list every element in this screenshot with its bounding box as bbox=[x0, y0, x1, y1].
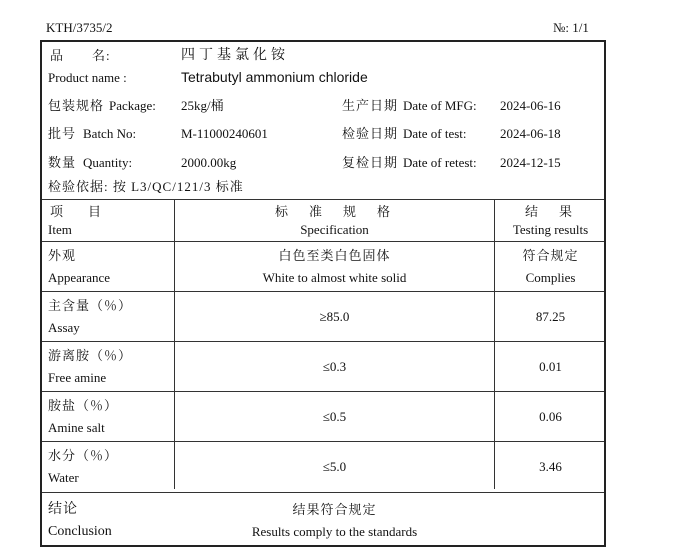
row-free-amine-item-en: Free amine bbox=[48, 370, 107, 385]
row-assay-result: 87.25 bbox=[535, 309, 566, 324]
column-header-result-en: Testing results bbox=[512, 222, 589, 237]
row-appearance-item-cn: 外观 bbox=[48, 248, 77, 263]
mfg-date-value: 2024-06-16 bbox=[500, 98, 561, 113]
mfg-date-label-cn: 生产日期 bbox=[342, 98, 399, 113]
row-free-amine-spec: ≤0.3 bbox=[322, 359, 347, 374]
row-divider bbox=[42, 241, 604, 242]
package-value: 25kg/桶 bbox=[181, 98, 224, 113]
product-name-en-value: Tetrabutyl ammonium chloride bbox=[181, 69, 368, 85]
mfg-date-label-en: Date of MFG: bbox=[403, 98, 477, 113]
batch-label-en: Batch No: bbox=[83, 126, 137, 141]
batch-label-cn: 批号 bbox=[48, 126, 77, 141]
row-divider bbox=[42, 291, 604, 292]
page-number: №: 1/1 bbox=[553, 20, 589, 35]
test-date-value: 2024-06-18 bbox=[500, 126, 561, 141]
test-date-label-en: Date of test: bbox=[403, 126, 467, 141]
column-header-item-cn: 项 目 bbox=[50, 204, 108, 219]
quantity-value: 2000.00kg bbox=[181, 155, 237, 170]
quantity-label-cn: 数量 bbox=[48, 155, 77, 170]
row-appearance-result-en: Complies bbox=[525, 270, 576, 285]
retest-date-label-en: Date of retest: bbox=[403, 155, 477, 170]
row-appearance-item-en: Appearance bbox=[48, 270, 111, 285]
batch-value: M-11000240601 bbox=[181, 126, 268, 141]
row-divider bbox=[42, 341, 604, 342]
row-water-item-en: Water bbox=[48, 470, 79, 485]
product-name-cn-label: 品 名: bbox=[50, 48, 111, 63]
inspection-basis: 检验依据: 按 L3/QC/121/3 标准 bbox=[48, 179, 244, 194]
row-appearance-result-cn: 符合规定 bbox=[522, 248, 579, 263]
row-free-amine-item-cn: 游离胺（％） bbox=[48, 348, 133, 363]
retest-date-value: 2024-12-15 bbox=[500, 155, 561, 170]
column-divider bbox=[494, 199, 495, 489]
certificate-of-analysis bbox=[40, 40, 606, 547]
row-water-item-cn: 水分（％） bbox=[48, 448, 119, 463]
column-header-spec-cn: 标 准 规 格 bbox=[274, 204, 394, 219]
row-free-amine-result: 0.01 bbox=[539, 359, 562, 374]
quantity-label-en: Quantity: bbox=[83, 155, 133, 170]
package-label-en: Package: bbox=[109, 98, 156, 113]
row-water-result: 3.46 bbox=[539, 459, 562, 474]
row-water-spec: ≤5.0 bbox=[322, 459, 347, 474]
header-divider bbox=[42, 199, 604, 200]
row-appearance-spec-cn: 白色至类白色固体 bbox=[278, 248, 391, 263]
column-divider bbox=[174, 199, 175, 489]
row-amine-salt-result: 0.06 bbox=[539, 409, 562, 424]
row-assay-item-en: Assay bbox=[48, 320, 80, 335]
row-appearance-spec-en: White to almost white solid bbox=[262, 270, 407, 285]
row-amine-salt-spec: ≤0.5 bbox=[322, 409, 347, 424]
row-divider bbox=[42, 441, 604, 442]
row-assay-spec: ≥85.0 bbox=[319, 309, 350, 324]
row-divider bbox=[42, 391, 604, 392]
column-header-spec-en: Specification bbox=[300, 222, 369, 237]
document-reference-number: KTH/3735/2 bbox=[46, 20, 113, 35]
row-divider bbox=[42, 492, 604, 493]
conclusion-label-en: Conclusion bbox=[48, 524, 112, 539]
product-name-cn-value: 四丁基氯化铵 bbox=[181, 48, 289, 63]
conclusion-value-en: Results comply to the standards bbox=[251, 524, 418, 539]
row-assay-item-cn: 主含量（％） bbox=[48, 298, 133, 313]
product-name-en-label: Product name : bbox=[48, 70, 127, 85]
conclusion-value-cn: 结果符合规定 bbox=[292, 502, 377, 517]
test-date-label-cn: 检验日期 bbox=[342, 126, 399, 141]
row-amine-salt-item-en: Amine salt bbox=[48, 420, 105, 435]
row-amine-salt-item-cn: 胺盐（％） bbox=[48, 398, 119, 413]
column-header-item-en: Item bbox=[48, 222, 72, 237]
conclusion-label-cn: 结论 bbox=[48, 502, 78, 517]
column-header-result-cn: 结 果 bbox=[524, 204, 576, 219]
package-label-cn: 包装规格 bbox=[48, 98, 105, 113]
retest-date-label-cn: 复检日期 bbox=[342, 155, 399, 170]
